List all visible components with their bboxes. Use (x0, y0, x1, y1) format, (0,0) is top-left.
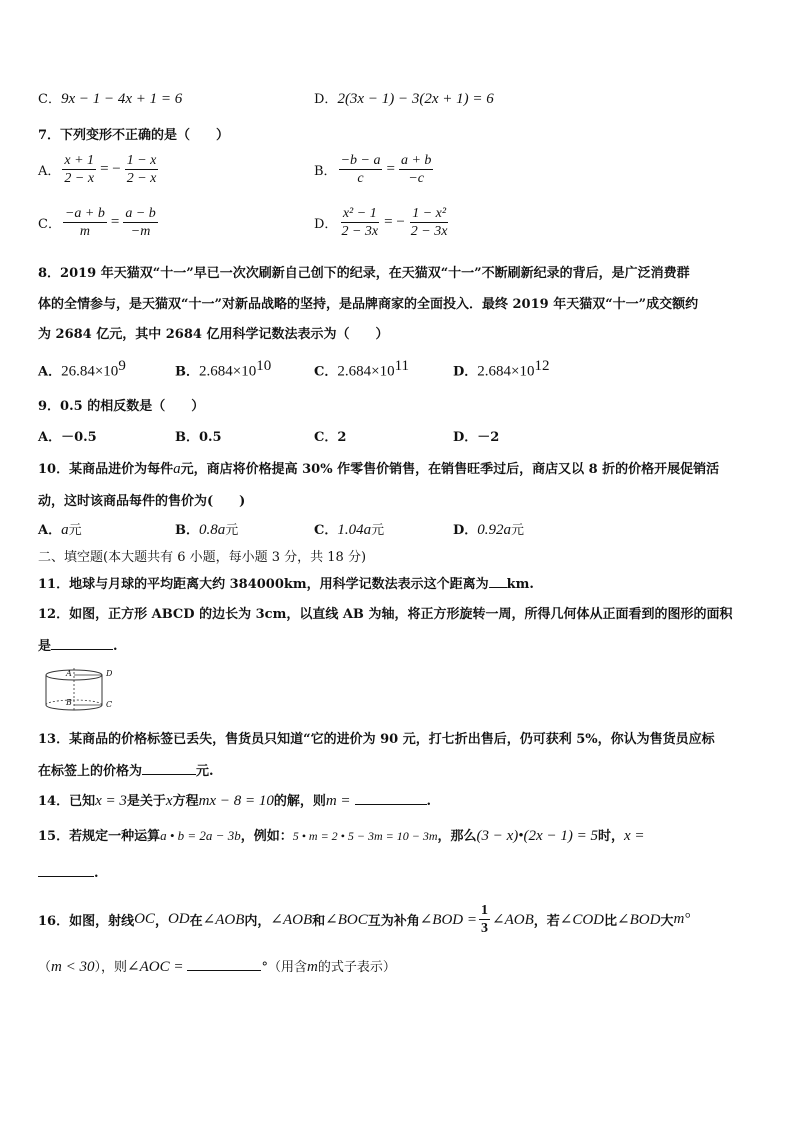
q9-stem: 9．0.5 的相反数是（ ） (38, 399, 205, 414)
numerator: −a + b (64, 206, 105, 221)
option-label: D． (314, 92, 338, 107)
q10-option-c (314, 519, 384, 539)
math-expression: 9x − 1 − 4x + 1 = 6 (60, 91, 183, 107)
answer-blank[interactable] (142, 774, 196, 775)
math-expression: x = (623, 828, 645, 844)
option-label: C． (314, 364, 338, 380)
math-expression: 2(3x − 1) − 3(2x + 1) = 6 (337, 91, 494, 107)
equals-sign: = − (384, 214, 405, 230)
text: 是 (38, 639, 52, 654)
q6-option-d (314, 88, 494, 108)
option-value: a (61, 522, 69, 538)
math-var: x (165, 793, 173, 809)
answer-blank[interactable] (355, 804, 427, 805)
text: 和 (312, 914, 326, 929)
numerator: x² − 1 (342, 206, 377, 221)
text: ，若 (533, 914, 560, 929)
math-var: m° (673, 911, 691, 927)
unit: 元 (371, 523, 385, 538)
cylinder-figure (36, 665, 122, 717)
denominator: 2 − x (126, 171, 157, 186)
numerator: x + 1 (64, 153, 95, 168)
text: 大 (660, 914, 674, 929)
option-label: D． (314, 217, 338, 232)
exponent: 9 (118, 358, 126, 374)
option-label: D． (453, 364, 478, 380)
math-expression: a • b = 2a − 3b (160, 828, 241, 843)
exponent: 12 (534, 358, 550, 374)
option-value: 2.684×10 (199, 363, 257, 380)
text: ，那么 (437, 829, 477, 844)
q7-option-c (38, 205, 160, 240)
math-angle: ∠BOD = (419, 912, 478, 928)
math-expression: 5 • m = 2 • 5 − 3m = 10 − 3m (292, 829, 438, 843)
q8-option-a (38, 358, 126, 380)
text: 方程 (172, 794, 199, 809)
fraction (339, 152, 383, 187)
option-label: D． (453, 523, 478, 538)
q15-stem-line2 (38, 866, 99, 881)
q12-stem-line1: 12．如图，正方形 ABCD 的边长为 3cm，以直线 AB 为轴，将正方形旋转一周，所得几何体从正面看到的图形的面积 (38, 607, 733, 622)
text: . (426, 794, 432, 809)
text: 比 (604, 914, 618, 929)
numerator: a − b (125, 206, 156, 221)
option-value: 0.92a (477, 522, 512, 538)
q6-option-c (38, 88, 182, 108)
text: 内， (244, 914, 271, 929)
q8-option-d (453, 358, 550, 380)
q7-option-d (314, 205, 451, 240)
q10-option-b (175, 519, 238, 539)
text: °（用含 (261, 960, 307, 975)
option-value: 0.8a (199, 522, 226, 538)
q9-option-d: D．－2 (453, 430, 500, 445)
text: . (94, 866, 99, 881)
text: 的式子表示） (317, 960, 396, 975)
fraction (62, 152, 96, 187)
fraction (399, 152, 433, 187)
option-value: 26.84×10 (61, 363, 119, 380)
option-value: 2.684×10 (477, 363, 535, 380)
answer-blank[interactable] (51, 649, 113, 650)
text: km. (506, 577, 534, 592)
q8-option-c (314, 358, 409, 380)
q8-stem-line3: 为 2684 亿元，其中 2684 亿用科学记数法表示为（ ） (38, 327, 389, 342)
q14 (38, 790, 431, 810)
answer-blank[interactable] (489, 587, 507, 588)
option-label: B． (175, 523, 199, 538)
text: 的解，则 (273, 794, 326, 809)
equals-sign: = − (100, 161, 121, 177)
q10-option-a (38, 519, 82, 539)
text: 元. (196, 764, 214, 779)
q13-stem-line2 (38, 760, 214, 779)
text: 在 (189, 914, 203, 929)
text: 互为补角 (367, 914, 420, 929)
text: ， (154, 914, 168, 929)
math-angle: ∠BOD (617, 912, 661, 928)
denominator: m (79, 224, 90, 239)
option-label: A． (38, 364, 62, 380)
option-label: A． (38, 164, 61, 179)
numerator: a + b (400, 153, 432, 168)
math-var: OC (134, 911, 155, 927)
fraction (479, 902, 490, 937)
text: ），则 (94, 960, 127, 975)
denominator: 3 (481, 921, 489, 936)
math-expression: ∠AOC = (127, 959, 184, 975)
math-var: a (173, 461, 181, 477)
q9-option-c: C．2 (314, 430, 347, 445)
numerator: −b − a (340, 153, 381, 168)
q10-stem-line1 (38, 458, 719, 478)
math-var: OD (167, 911, 190, 927)
text: 10．某商品进价为每件 (38, 462, 174, 477)
q16-stem-line1 (38, 902, 690, 937)
unit: 元 (511, 523, 525, 538)
q12-stem-line2 (38, 635, 118, 654)
math-var: m (306, 959, 318, 975)
option-label: B． (175, 364, 199, 380)
text: 16．如图，射线 (38, 914, 135, 929)
text: 15．若规定一种运算 (38, 829, 161, 844)
q11 (38, 573, 534, 592)
unit: 元 (68, 523, 82, 538)
fraction (123, 205, 157, 240)
fraction (125, 152, 159, 187)
point-label-c: C (106, 700, 113, 709)
math-angle: ∠AOB (492, 912, 534, 928)
numerator: 1 − x² (412, 206, 447, 221)
numerator: 1 − x (126, 153, 157, 168)
option-value: 1.04a (337, 522, 372, 538)
q8-stem-line1: 8．2019 年天猫双“十一”早已一次次刷新自己创下的纪录，在天猫双“十一”不断刷新纪录的背后，是广泛消费群 (38, 266, 690, 281)
point-label-d: D (106, 669, 113, 678)
math-expression: m = (325, 793, 351, 809)
denominator: −m (130, 224, 151, 239)
q8-stem-line2: 体的全情参与，是天猫双“十一”对新品战略的坚持，是品牌商家的全面投入．最终 2019 年天猫双“十一”成交额约 (38, 297, 699, 312)
math-angle: ∠COD (559, 912, 605, 928)
exponent: 11 (394, 358, 410, 374)
text: 是关于 (126, 794, 166, 809)
math-expression: (3 − x)•(2x − 1) = 5 (476, 828, 598, 844)
math-expression: x = 3 (95, 793, 127, 809)
fraction (409, 205, 450, 240)
fraction (63, 205, 107, 240)
math-expression: mx − 8 = 10 (198, 793, 274, 809)
text: 在标签上的价格为 (38, 764, 143, 779)
option-label: C． (314, 523, 338, 538)
q15-stem-line1 (38, 825, 645, 845)
option-label: A． (38, 523, 62, 538)
q7-option-a (38, 152, 160, 187)
section-heading: 二、填空题(本大题共有 6 小题，每小题 3 分，共 18 分) (38, 550, 367, 565)
q9-option-a: A．－0.5 (38, 430, 97, 445)
numerator: 1 (481, 903, 489, 918)
q13-stem-line1: 13．某商品的价格标签已丢失，售货员只知道“它的进价为 90 元，打七折出售后，仍可获利 5%，你认为售货员应标 (38, 732, 715, 747)
denominator: 2 − x (64, 171, 95, 186)
math-expression: m < 30 (51, 959, 95, 975)
text: 11．地球与月球的平均距离大约 384000km，用科学记数法表示这个距离为 (38, 577, 489, 592)
text: 时， (597, 829, 624, 844)
exponent: 10 (256, 358, 272, 374)
point-label-b: B (66, 698, 72, 707)
q7-stem: 7．下列变形不正确的是（ ） (38, 128, 230, 143)
equals-sign: = (110, 214, 120, 230)
q10-stem-line2: 动，这时该商品每件的售价为( ) (38, 494, 246, 509)
denominator: 2 − 3x (341, 224, 379, 239)
denominator: −c (408, 171, 424, 186)
option-label: B． (314, 164, 337, 179)
math-angle: ∠BOC (325, 912, 368, 928)
text: . (113, 639, 118, 654)
text: 元，商店将价格提高 30% 作零售价销售，在销售旺季过后，商店又以 8 折的价格开展促销活 (180, 462, 720, 477)
option-label: C． (38, 217, 61, 232)
q16-stem-line2 (38, 956, 396, 976)
option-label: C． (38, 92, 61, 107)
math-angle: ∠AOB (270, 912, 313, 928)
fraction (339, 205, 380, 240)
text: （ (38, 960, 52, 975)
q8-option-b (175, 358, 271, 380)
unit: 元 (225, 523, 239, 538)
q9-option-b: B．0.5 (175, 430, 222, 445)
denominator: c (357, 171, 364, 186)
q10-option-d (453, 519, 524, 539)
denominator: 2 − 3x (410, 224, 448, 239)
text: ，例如： (240, 829, 293, 844)
option-value: 2.684×10 (337, 363, 395, 380)
q7-option-b (314, 152, 435, 187)
equals-sign: = (386, 161, 395, 177)
point-label-a: A (66, 669, 72, 678)
answer-blank[interactable] (38, 876, 94, 877)
answer-blank[interactable] (187, 970, 261, 971)
math-angle: ∠AOB (202, 912, 245, 928)
text: 14．已知 (38, 794, 96, 809)
